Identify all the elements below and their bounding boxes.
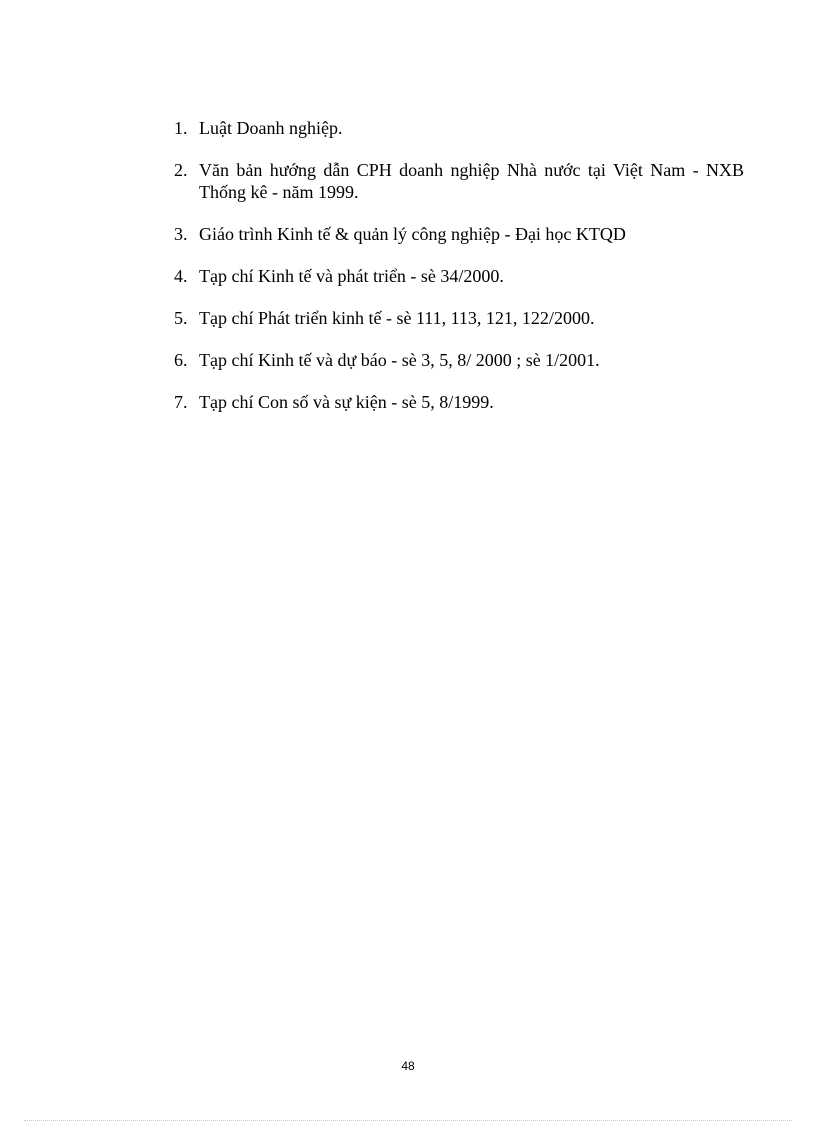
reference-number: 5. <box>174 308 188 328</box>
reference-text: Văn bản hướng dẫn CPH doanh nghiệp Nhà nước tại Việt Nam - NXB Thống kê - năm 1999. <box>199 160 744 202</box>
reference-text: Tạp chí Phát triển kinh tế - sè 111, 113, 121, 122/2000. <box>199 308 595 328</box>
reference-item <box>174 349 744 371</box>
reference-text: Luật Doanh nghiệp. <box>199 118 343 138</box>
reference-item <box>174 265 744 287</box>
reference-number: 4. <box>174 266 188 286</box>
page-bottom-divider <box>24 1120 792 1121</box>
reference-text: Giáo trình Kinh tế & quản lý công nghiệp - Đại học KTQD <box>199 224 626 244</box>
reference-item <box>174 117 744 139</box>
page-number: 48 <box>401 1059 415 1073</box>
reference-number: 2. <box>174 160 188 180</box>
reference-text: Tạp chí Kinh tế và phát triển - sè 34/2000. <box>199 266 504 286</box>
reference-number: 3. <box>174 224 188 244</box>
reference-item <box>174 391 744 413</box>
reference-text: Tạp chí Kinh tế và dự báo - sè 3, 5, 8/ 2000 ; sè 1/2001. <box>199 350 600 370</box>
reference-number: 6. <box>174 350 188 370</box>
reference-list <box>174 117 744 433</box>
reference-number: 1. <box>174 118 188 138</box>
reference-item <box>174 223 744 245</box>
reference-item <box>174 159 744 203</box>
reference-text: Tạp chí Con số và sự kiện - sè 5, 8/1999. <box>199 392 494 412</box>
reference-item <box>174 307 744 329</box>
reference-number: 7. <box>174 392 188 412</box>
